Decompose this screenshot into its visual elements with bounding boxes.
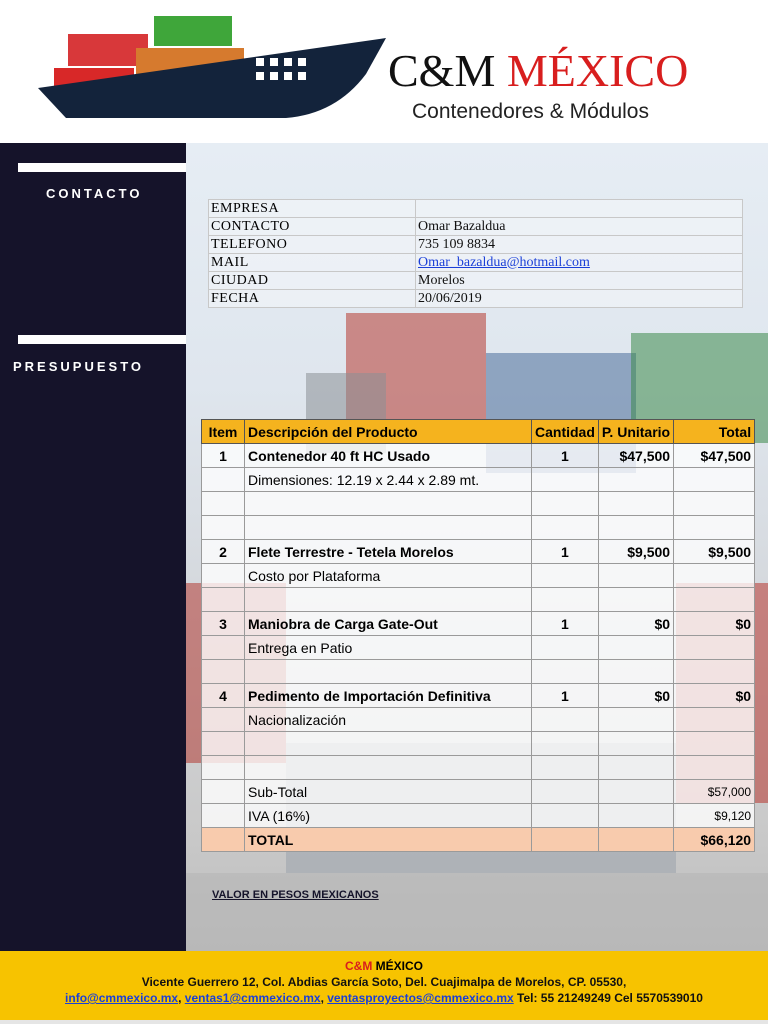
cell-total: $66,120: [674, 828, 755, 852]
cell-description: Costo por Plataforma: [245, 564, 532, 588]
contact-value: Morelos: [416, 272, 743, 290]
table-row: [202, 588, 755, 612]
cell-quantity: [532, 804, 599, 828]
cell-description: Pedimento de Importación Definitiva: [245, 684, 532, 708]
brand-name-part2: MÉXICO: [506, 45, 689, 96]
table-row: [202, 756, 755, 780]
footer-email-info-link[interactable]: info@cmmexico.mx: [65, 991, 179, 1005]
cell-description: [245, 492, 532, 516]
table-row: [202, 684, 755, 708]
cell-quantity: [532, 660, 599, 684]
ship-containers-logo-icon: [36, 14, 388, 118]
cell-description: [245, 588, 532, 612]
contact-row: [209, 272, 743, 290]
brand-name: [388, 46, 688, 96]
cell-total: [674, 708, 755, 732]
contact-label: EMPRESA: [209, 200, 416, 218]
cell-unit-price: [598, 564, 673, 588]
cell-total: $0: [674, 684, 755, 708]
contact-row: [209, 254, 743, 272]
cell-description: Contenedor 40 ft HC Usado: [245, 444, 532, 468]
cell-item: [202, 732, 245, 756]
cell-item: [202, 468, 245, 492]
table-row: [202, 660, 755, 684]
cell-unit-price: [598, 636, 673, 660]
table-row: [202, 612, 755, 636]
cell-description: IVA (16%): [245, 804, 532, 828]
cell-total: $0: [674, 612, 755, 636]
cell-unit-price: [598, 492, 673, 516]
contact-label: CONTACTO: [209, 218, 416, 236]
cell-description: Flete Terrestre - Tetela Morelos: [245, 540, 532, 564]
footer-bottom-line: [0, 1020, 768, 1024]
cell-quantity: [532, 708, 599, 732]
page-header: [0, 0, 768, 143]
cell-unit-price: [598, 804, 673, 828]
cell-description: Entrega en Patio: [245, 636, 532, 660]
cell-unit-price: [598, 660, 673, 684]
cell-total: [674, 564, 755, 588]
contact-row: [209, 200, 743, 218]
contact-label: CIUDAD: [209, 272, 416, 290]
sidebar-quote-label: PRESUPUESTO: [13, 359, 145, 374]
quote-total-row: [202, 828, 755, 852]
brand-name-part1: C&M: [388, 45, 496, 96]
contact-value: [416, 200, 743, 218]
cell-unit-price: [598, 780, 673, 804]
cell-total: [674, 756, 755, 780]
column-header-item: Item: [202, 420, 245, 444]
footer-company-red: C&M: [345, 959, 373, 973]
cell-item: [202, 636, 245, 660]
table-row: [202, 780, 755, 804]
cell-unit-price: [598, 828, 673, 852]
footer-email-ventas1-link[interactable]: ventas1@cmmexico.mx: [184, 991, 321, 1005]
table-row: [202, 804, 755, 828]
contact-row: [209, 236, 743, 254]
cell-total: [674, 636, 755, 660]
footer-contacts: [0, 991, 768, 1005]
cell-quantity: [532, 468, 599, 492]
cell-total: [674, 468, 755, 492]
table-row: [202, 636, 755, 660]
cell-item: 4: [202, 684, 245, 708]
cell-unit-price: [598, 732, 673, 756]
contact-value: [416, 254, 743, 272]
cell-quantity: 1: [532, 684, 599, 708]
cell-description: Maniobra de Carga Gate-Out: [245, 612, 532, 636]
cell-total: $57,000: [674, 780, 755, 804]
cell-unit-price: $0: [598, 684, 673, 708]
cell-item: [202, 756, 245, 780]
contact-email-link[interactable]: Omar_bazaldua@hotmail.com: [418, 254, 590, 270]
cell-item: [202, 588, 245, 612]
cell-description: Nacionalización: [245, 708, 532, 732]
contact-row: [209, 218, 743, 236]
cell-description: Sub-Total: [245, 780, 532, 804]
cell-item: 2: [202, 540, 245, 564]
footer-company-rest: MÉXICO: [372, 959, 423, 973]
cell-item: 3: [202, 612, 245, 636]
cell-total: [674, 588, 755, 612]
cell-total: [674, 660, 755, 684]
table-row: [202, 492, 755, 516]
cell-unit-price: $47,500: [598, 444, 673, 468]
contact-value: 735 109 8834: [416, 236, 743, 254]
cell-item: [202, 492, 245, 516]
cell-total: [674, 732, 755, 756]
footer-address: Vicente Guerrero 12, Col. Abdias García Soto, Del. Cuajimalpa de Morelos, CP. 05530,: [141, 975, 627, 989]
cell-total: [674, 492, 755, 516]
sidebar: [0, 143, 186, 951]
cell-description: [245, 660, 532, 684]
cell-description: [245, 732, 532, 756]
table-row: [202, 540, 755, 564]
cell-item: [202, 804, 245, 828]
cell-description: [245, 516, 532, 540]
footer-email-ventasproyectos-link[interactable]: ventasproyectos@cmmexico.mx: [327, 991, 514, 1005]
cell-description: [245, 756, 532, 780]
cell-total: $9,120: [674, 804, 755, 828]
footer-company: [0, 959, 768, 973]
table-row: [202, 516, 755, 540]
cell-quantity: [532, 516, 599, 540]
cell-quantity: [532, 564, 599, 588]
cell-unit-price: [598, 468, 673, 492]
footer-phones: Tel: 55 21249249 Cel 5570539010: [513, 991, 703, 1005]
cell-item: 1: [202, 444, 245, 468]
cell-item: [202, 660, 245, 684]
currency-note: VALOR EN PESOS MEXICANOS: [212, 889, 379, 901]
column-header-unit-price: P. Unitario: [598, 420, 673, 444]
cell-item: [202, 780, 245, 804]
cell-item: [202, 516, 245, 540]
cell-item: [202, 708, 245, 732]
cell-unit-price: [598, 516, 673, 540]
cell-unit-price: [598, 708, 673, 732]
cell-total: [674, 516, 755, 540]
table-row: [202, 708, 755, 732]
page-footer: [0, 951, 768, 1024]
cell-quantity: [532, 492, 599, 516]
sidebar-divider: [18, 163, 186, 172]
cell-unit-price: $0: [598, 612, 673, 636]
cell-quantity: 1: [532, 612, 599, 636]
cell-quantity: [532, 780, 599, 804]
contact-info-table: [208, 199, 743, 308]
cell-quantity: 1: [532, 540, 599, 564]
column-header-total: Total: [674, 420, 755, 444]
sidebar-divider: [18, 335, 186, 344]
cell-unit-price: $9,500: [598, 540, 673, 564]
table-row: [202, 444, 755, 468]
quote-header-row: [202, 420, 755, 444]
quote-table: [201, 419, 755, 852]
cell-quantity: [532, 732, 599, 756]
sidebar-contact-label: CONTACTO: [46, 186, 143, 201]
cell-quantity: [532, 756, 599, 780]
cell-quantity: [532, 588, 599, 612]
contact-value: Omar Bazaldua: [416, 218, 743, 236]
footer-separator: ,: [178, 991, 185, 1005]
cell-description: Dimensiones: 12.19 x 2.44 x 2.89 mt.: [245, 468, 532, 492]
cell-quantity: [532, 636, 599, 660]
contact-label: TELEFONO: [209, 236, 416, 254]
table-row: [202, 564, 755, 588]
contact-label: FECHA: [209, 290, 416, 308]
cell-item: [202, 564, 245, 588]
cell-description: TOTAL: [245, 828, 532, 852]
cell-quantity: [532, 828, 599, 852]
cell-quantity: 1: [532, 444, 599, 468]
brand-tagline: Contenedores & Módulos: [412, 100, 649, 123]
table-row: [202, 468, 755, 492]
cell-unit-price: [598, 756, 673, 780]
contact-row: [209, 290, 743, 308]
column-header-quantity: Cantidad: [532, 420, 599, 444]
contact-label: MAIL: [209, 254, 416, 272]
cell-unit-price: [598, 588, 673, 612]
cell-total: $47,500: [674, 444, 755, 468]
column-header-description: Descripción del Producto: [245, 420, 532, 444]
contact-value: 20/06/2019: [416, 290, 743, 308]
footer-separator: ,: [320, 991, 328, 1005]
table-row: [202, 732, 755, 756]
cell-total: $9,500: [674, 540, 755, 564]
cell-item: [202, 828, 245, 852]
